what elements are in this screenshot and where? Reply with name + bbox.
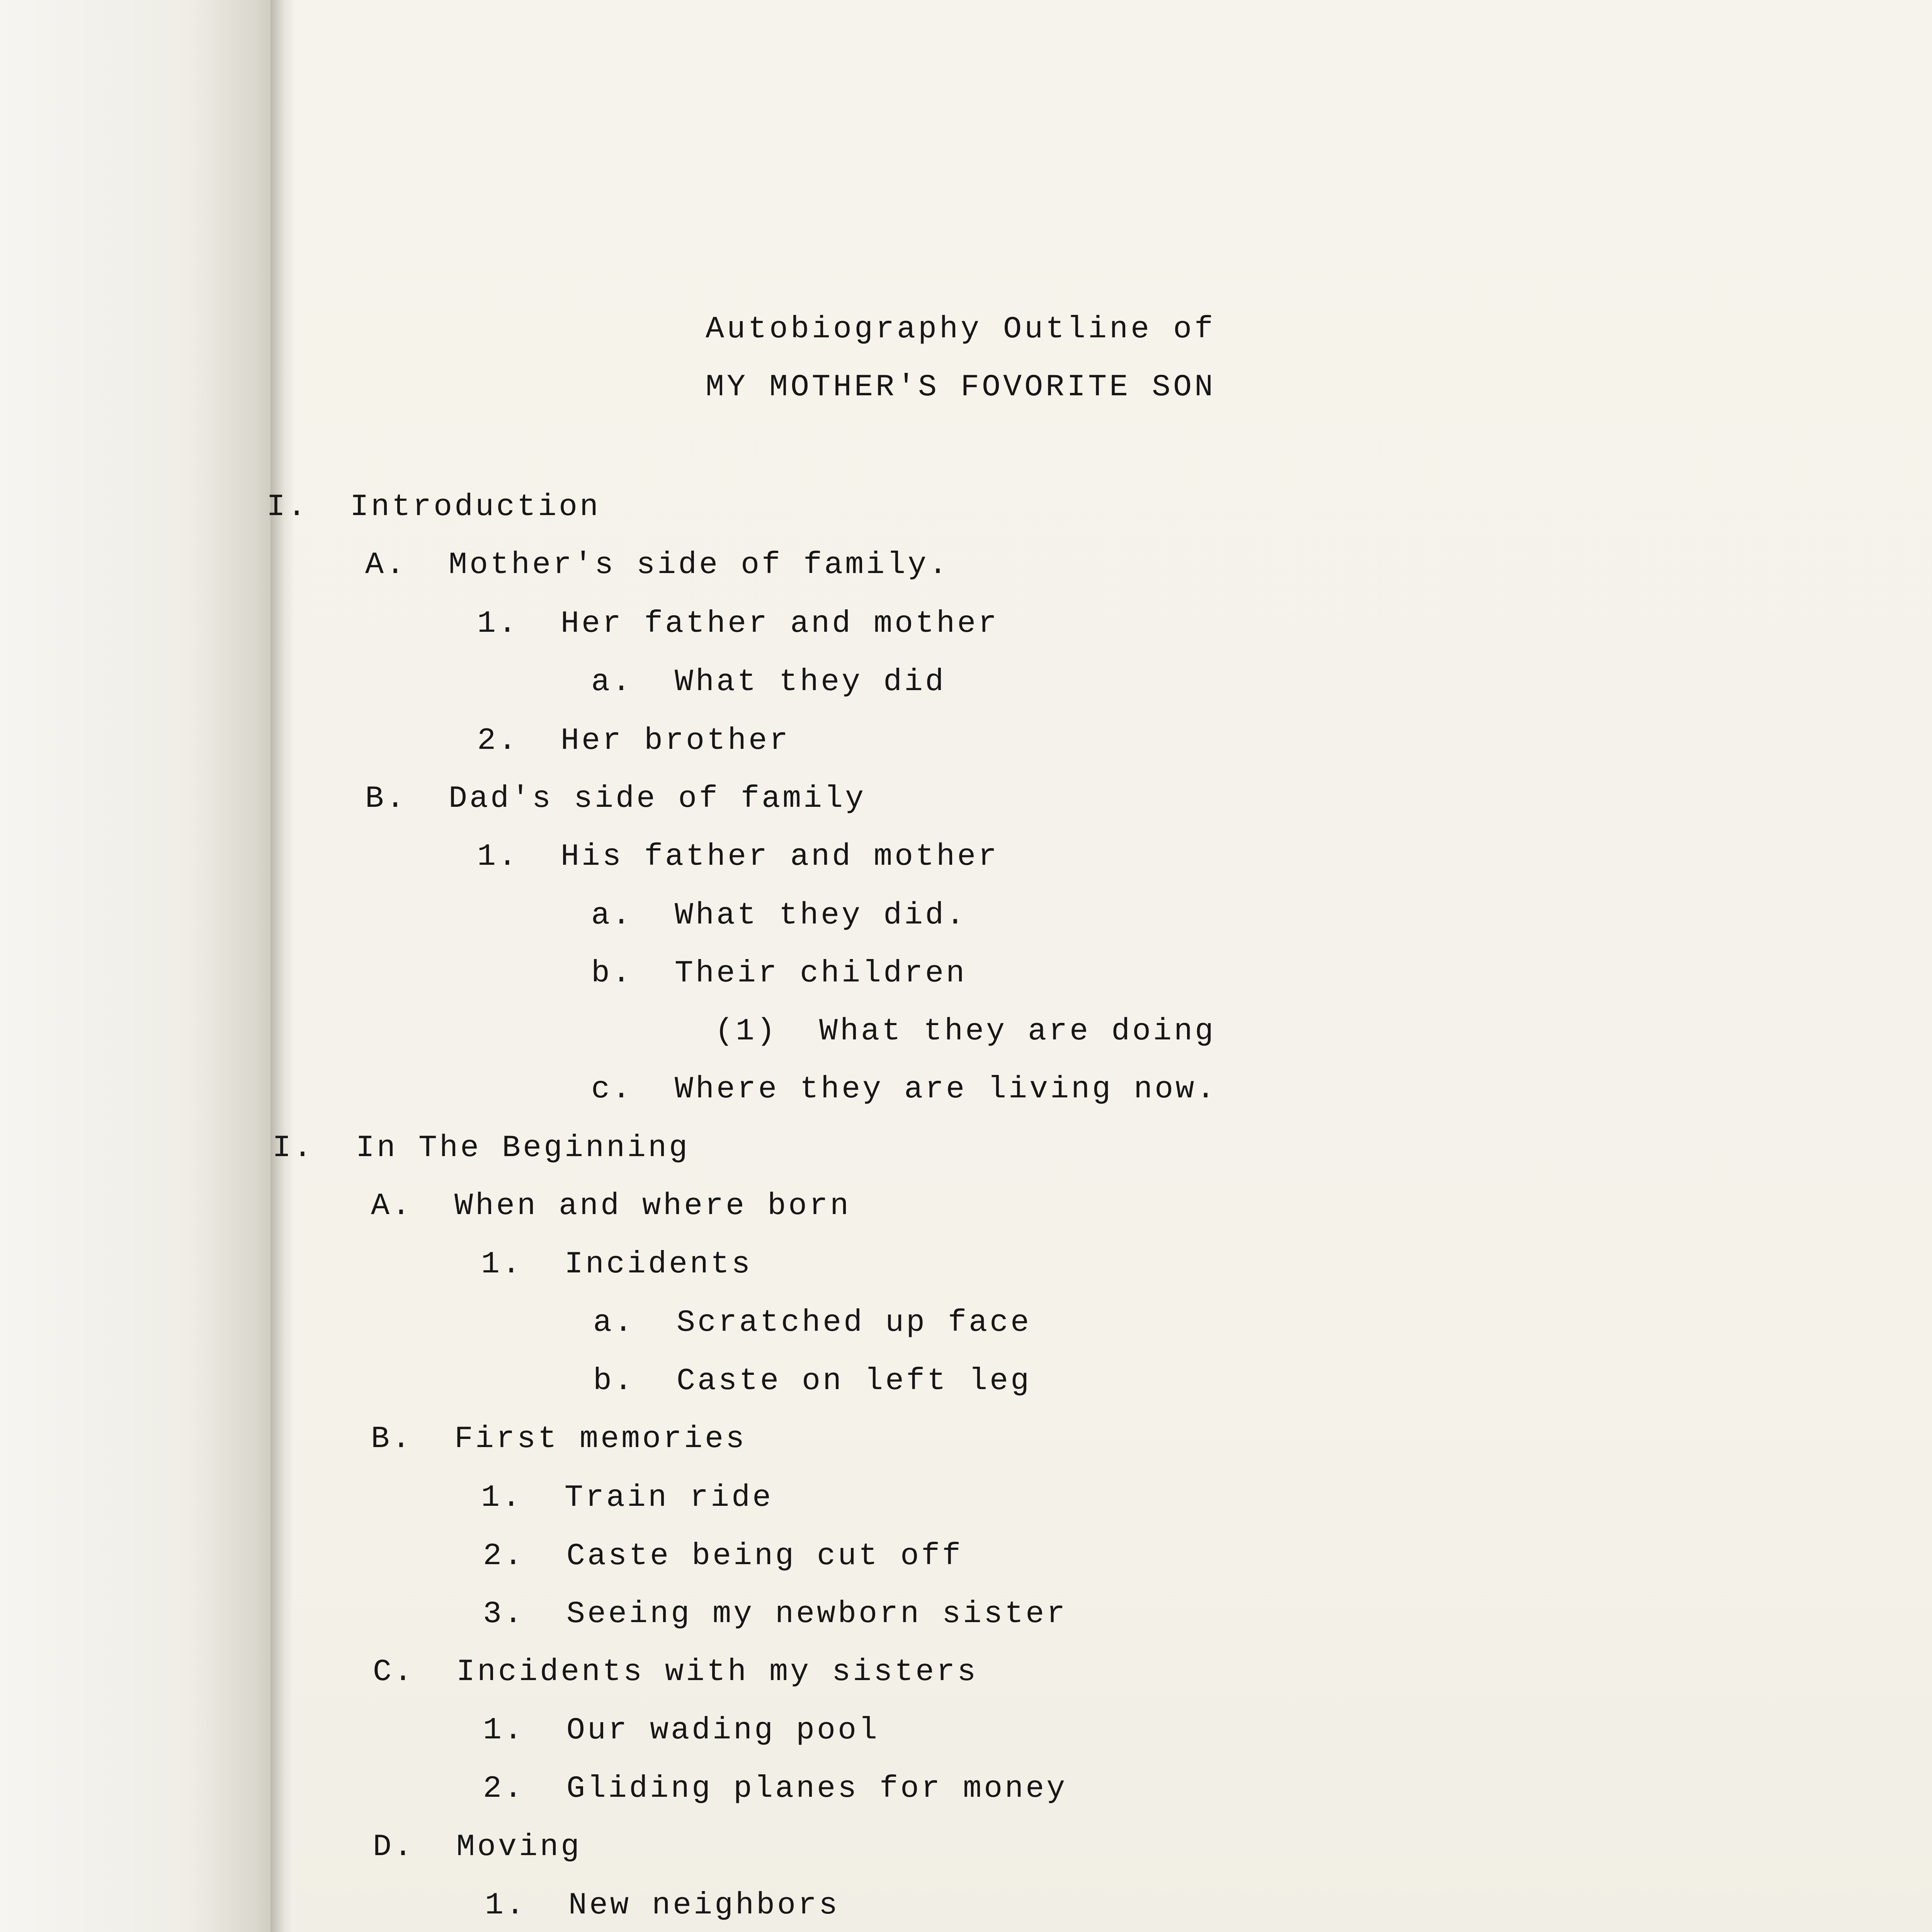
book-spine xyxy=(270,0,294,1932)
outline-item: b. Their children xyxy=(591,956,967,991)
outline-item: 1. His father and mother xyxy=(477,839,999,874)
document-title-line-2: MY MOTHER'S FOVORITE SON xyxy=(706,370,1216,405)
outline-item: 3. Seeing my newborn sister xyxy=(483,1597,1068,1632)
document-page xyxy=(294,0,1932,1932)
document-title-line-1: Autobiography Outline of xyxy=(706,312,1216,347)
outline-item: I. Introduction xyxy=(267,490,601,525)
outline-item: 1. Our wading pool xyxy=(483,1713,880,1748)
outline-item: 2. Her brother xyxy=(477,723,791,759)
outline-item: a. Scratched up face xyxy=(593,1305,1032,1340)
outline-item: 2. Gliding planes for money xyxy=(483,1771,1068,1806)
outline-item: C. Incidents with my sisters xyxy=(373,1655,978,1690)
outline-item: (1) What they are doing xyxy=(715,1014,1216,1049)
outline-item: A. Mother's side of family. xyxy=(365,548,950,583)
outline-item: I. In The Beginning xyxy=(272,1131,690,1166)
outline-item: 2. Caste being cut off xyxy=(483,1539,963,1574)
outline-item: 1. Her father and mother xyxy=(477,606,999,641)
outline-item: b. Caste on left leg xyxy=(593,1364,1032,1399)
outline-item: c. Where they are living now. xyxy=(591,1072,1218,1107)
outline-item: 1. Train ride xyxy=(481,1480,774,1515)
outline-item: A. When and where born xyxy=(371,1189,851,1224)
left-page-edge xyxy=(0,0,270,1932)
outline-item: a. What they did xyxy=(591,665,946,700)
outline-item: D. Moving xyxy=(373,1830,582,1865)
outline-item: 1. Incidents xyxy=(481,1247,753,1282)
outline-item: B. First memories xyxy=(371,1422,747,1457)
outline-item: a. What they did. xyxy=(591,898,967,933)
outline-item: B. Dad's side of family xyxy=(365,781,866,816)
outline-item: 1. New neighbors xyxy=(485,1888,840,1923)
